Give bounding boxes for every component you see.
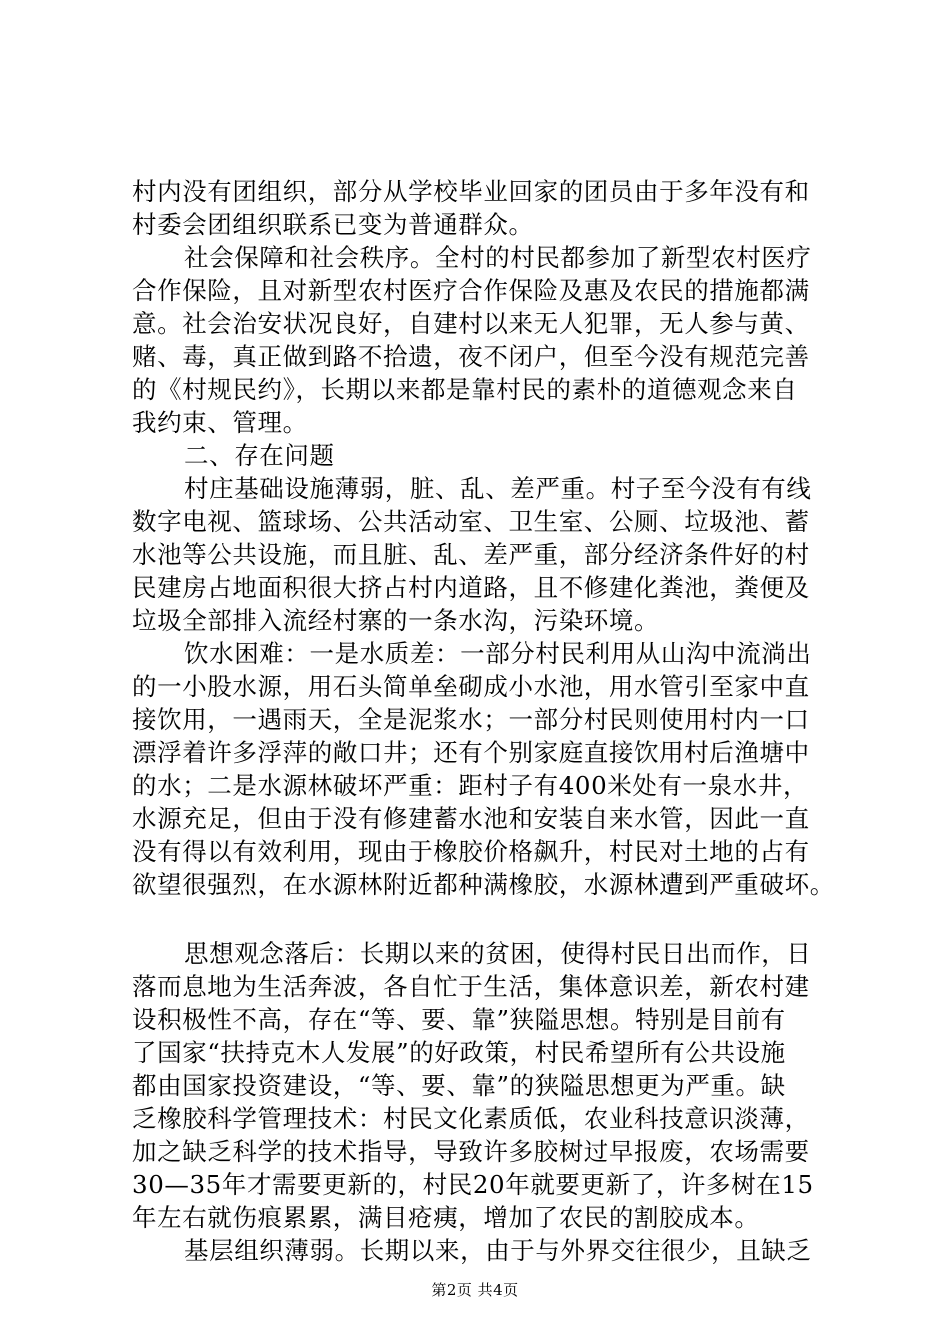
text-line: 了国家“扶持克木人发展”的好政策，村民希望所有公共设施: [132, 1038, 786, 1067]
text-line: 欲望很强烈，在水源林附近都种满橡胶，水源林遭到严重破坏。: [132, 870, 835, 899]
text-line: 水源充足，但由于没有修建蓄水池和安装自来水管，因此一直: [132, 804, 810, 833]
text-line: 水池等公共设施，而且脏、乱、差严重，部分经济条件好的村: [132, 540, 810, 569]
paragraph-gap: [132, 901, 832, 937]
text-line: 设积极性不高，存在“等、要、靠”狭隘思想。特别是目前有: [132, 1005, 786, 1034]
text-line: 村委会团组织联系已变为普通群众。: [132, 210, 534, 239]
text-line: 没有得以有效利用，现由于橡胶价格飙升，村民对土地的占有: [132, 837, 810, 866]
text-line: 漂浮着许多浮萍的敞口井；还有个别家庭直接饮用村后渔塘中: [132, 738, 810, 767]
text-line: 落而息地为生活奔波，各自忙于生活，集体意识差，新农村建: [132, 972, 810, 1001]
text-line: 赌、毒，真正做到路不拾遗，夜不闭户，但至今没有规范完善: [132, 342, 810, 371]
paragraph-social-security: 社会保障和社会秩序。全村的村民都参加了新型农村医疗: [184, 243, 812, 272]
section-heading: 二、存在问题: [184, 441, 335, 470]
text-line: 村内没有团组织，部分从学校毕业回家的团员由于多年没有和: [132, 177, 810, 206]
document-body: [132, 175, 835, 1267]
text-line: 垃圾全部排入流经村寨的一条水沟，污染环境。: [132, 606, 660, 635]
text-line: 合作保险，且对新型农村医疗合作保险及惠及农民的措施都满: [132, 276, 810, 305]
text-line: 数字电视、篮球场、公共活动室、卫生室、公厕、垃圾池、蓄: [132, 507, 810, 536]
text-line: 30—35年才需要更新的，村民20年就要更新了，许多树在15: [132, 1170, 814, 1199]
text-line: 接饮用，一遇雨天，全是泥浆水；一部分村民则使用村内一口: [132, 705, 810, 734]
paragraph-mindset: 思想观念落后：长期以来的贫困，使得村民日出而作，日: [184, 939, 812, 968]
text-line: 我约束、管理。: [132, 408, 308, 437]
text-line: 加之缺乏科学的技术指导，导致许多胶树过早报废，农场需要: [132, 1137, 810, 1166]
text-line: 年左右就伤痕累累，满目疮痍，增加了农民的割胶成本。: [132, 1203, 760, 1232]
text-line: 的《村规民约》，长期以来都是靠村民的素朴的道德观念来自: [132, 375, 798, 404]
text-line: 民建房占地面积很大挤占村内道路，且不修建化粪池，粪便及: [132, 573, 810, 602]
text-line: 乏橡胶科学管理技术：村民文化素质低，农业科技意识淡薄，: [132, 1104, 810, 1133]
page-footer: 第2页 共4页: [431, 1281, 519, 1299]
text-line: 的水；二是水源林破坏严重：距村子有400米处有一泉水井，: [132, 771, 809, 800]
text-line: 的一小股水源，用石头简单垒砌成小水池，用水管引至家中直: [132, 672, 810, 701]
text-line: 都由国家投资建设，“等、要、靠”的狭隘思想更为严重。缺: [132, 1071, 786, 1100]
paragraph-water: 饮水困难：一是水质差：一部分村民利用从山沟中流淌出: [184, 639, 812, 668]
paragraph-grassroots: 基层组织薄弱。长期以来，由于与外界交往很少，且缺乏: [184, 1236, 812, 1265]
paragraph-infrastructure: 村庄基础设施薄弱，脏、乱、差严重。村子至今没有有线: [184, 474, 812, 503]
text-line: 意。社会治安状况良好，自建村以来无人犯罪，无人参与黄、: [132, 309, 810, 338]
